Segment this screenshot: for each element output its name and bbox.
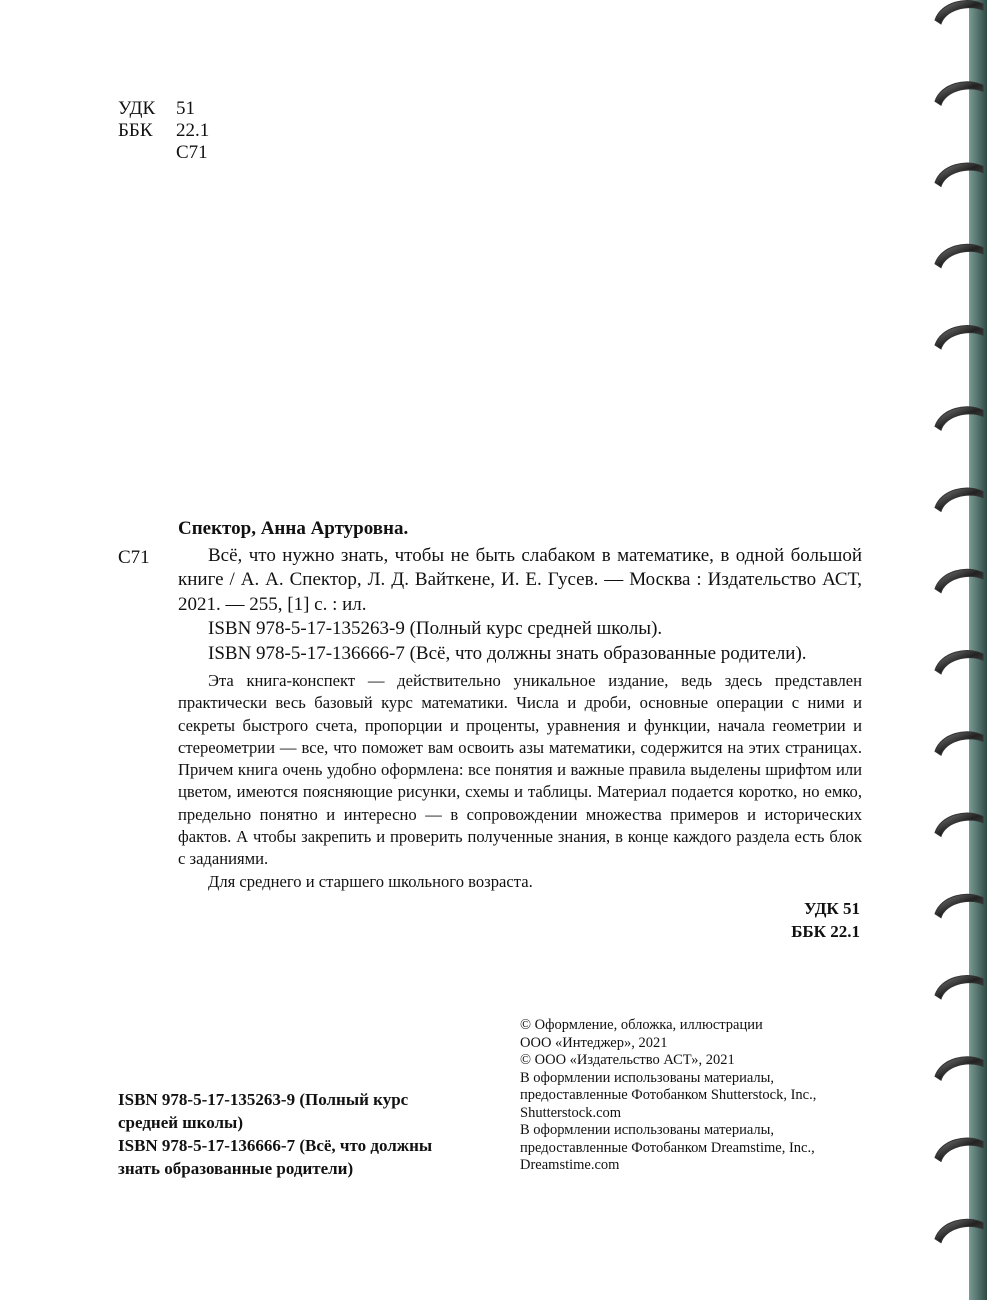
copyright-line: В оформлении использованы материалы, xyxy=(520,1122,775,1138)
card-isbn-1: ISBN 978-5-17-135263-9 (Полный курс средней школы). xyxy=(208,618,663,640)
author-mark: С71 xyxy=(176,142,208,163)
isbn-block-bottom xyxy=(118,1088,463,1180)
copyright-line: В оформлении использованы материалы, xyxy=(520,1069,775,1086)
copyright-line: ООО «Интеджер», 2021 xyxy=(520,1034,668,1051)
audience-text: Для среднего и старшего школьного возраста. xyxy=(208,871,533,891)
isbn-bottom-1: ISBN 978-5-17-135263-9 (Полный курс средней школы) xyxy=(118,1090,409,1132)
copyright-block xyxy=(520,1017,870,1175)
udk-value: 51 xyxy=(176,98,195,119)
copyright-line: Dreamstime.com xyxy=(520,1157,620,1173)
annotation-text: Эта книга-конспект — действительно уникальное издание, ведь здесь представлен практически весь базовый курс математики. Числа и дроби, основные операции с ними и секреты быстрого счета, пропорции и проценты, уравнения и функции, начала геометрии и стереометрии — все, что поможет вам освоить азы математики, содержится на этих страницах. Причем книга очень удобно оформлена: все понятия и важные правила выделены шрифтом или цветом, имеются поясняющие рисунки, схемы и таблицы. Материал подается коротко, но емко, предельно понятно и интересно — в сопровождении множества примеров и исторических фактов. А чтобы закрепить и проверить полученные знания, в конце каждого раздела есть блок с заданиями. xyxy=(178,671,862,869)
udk-label: УДК xyxy=(118,98,156,119)
classification-block-bottom xyxy=(740,897,860,943)
spiral-binding xyxy=(927,0,987,1300)
bbk-value: 22.1 xyxy=(176,120,210,141)
card-code: С71 xyxy=(118,547,150,568)
copyright-line: предоставленные Фотобанком Shutterstock, Inc., xyxy=(520,1087,817,1103)
bbk-bottom: ББК 22.1 xyxy=(791,922,860,941)
card-title-line: Всё, что нужно знать, чтобы не быть слабаком в математике, в одной большой книге / А. А. Спектор, Л. Д. Вайткене, И. Е. Гусев. — Москва : Издательство АСТ, 2021. — 255, [1] с. : ил. xyxy=(178,545,862,615)
copyright-line: © Оформление, обложка, иллюстрации xyxy=(520,1017,763,1033)
card-author: Спектор, Анна Артуровна. xyxy=(178,518,409,539)
bbk-label: ББК xyxy=(118,120,153,141)
udk-bottom: УДК 51 xyxy=(803,899,860,918)
cover-edge xyxy=(969,0,987,1300)
copyright-line: © ООО «Издательство АСТ», 2021 xyxy=(520,1052,735,1068)
isbn-bottom-2: ISBN 978-5-17-136666-7 (Всё, что должны знать образованные родители) xyxy=(118,1136,433,1178)
copyright-line: предоставленные Фотобанком Dreamstime, Inc., xyxy=(520,1139,815,1156)
annotation xyxy=(178,670,862,893)
card-body xyxy=(178,544,862,666)
copyright-line: Shutterstock.com xyxy=(520,1104,622,1121)
card-isbn-2: ISBN 978-5-17-136666-7 (Всё, что должны знать образованные родители). xyxy=(208,642,807,664)
